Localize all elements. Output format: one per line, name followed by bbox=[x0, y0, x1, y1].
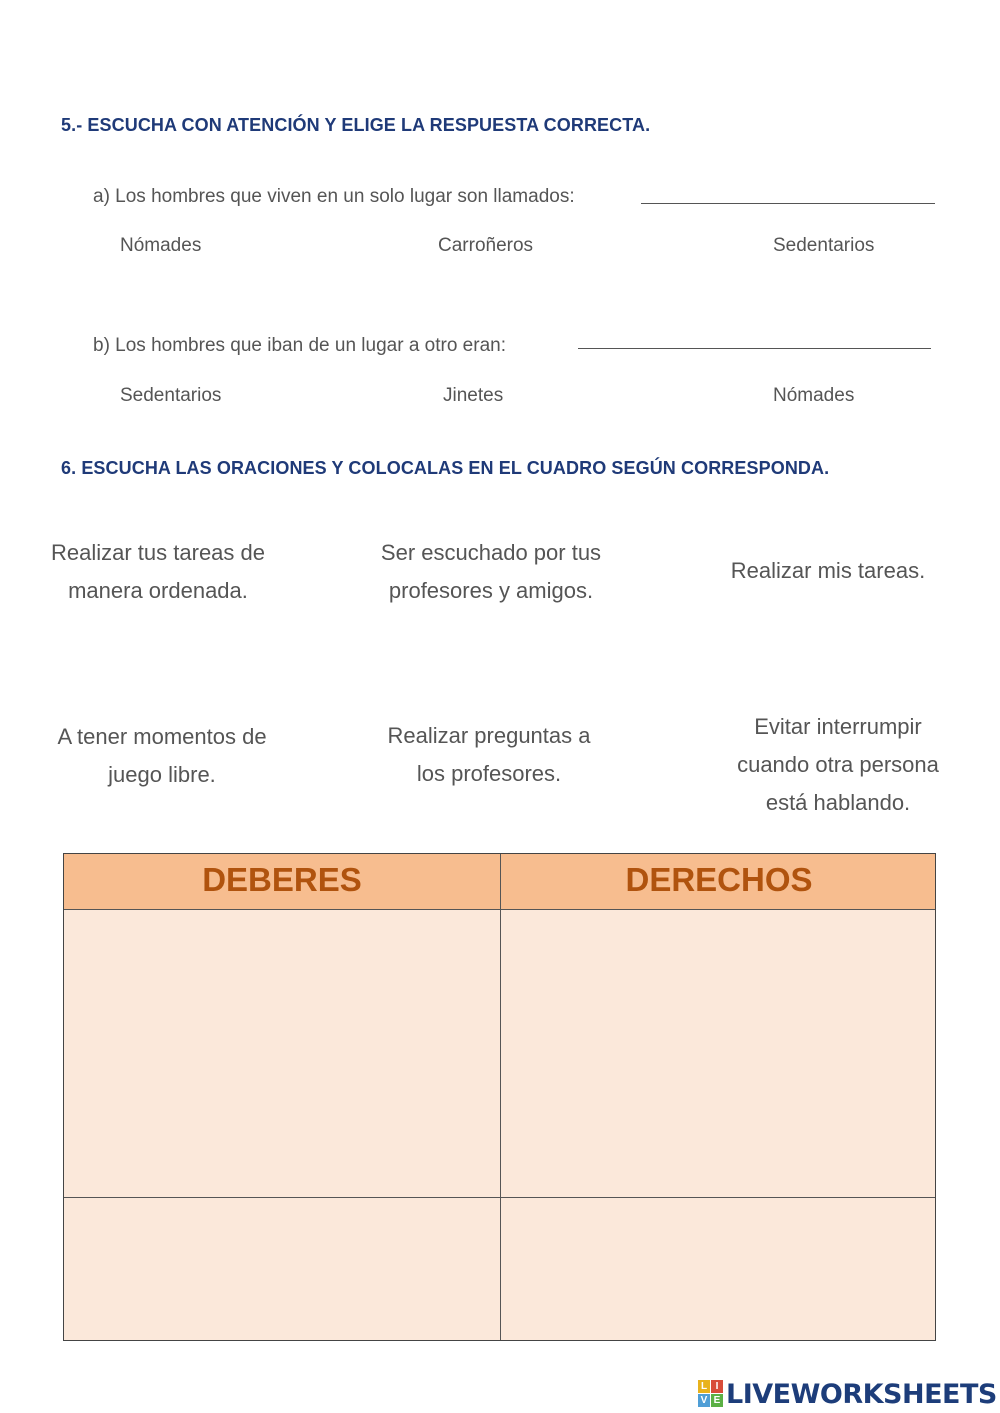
drag-card-6[interactable]: Evitar interrumpir cuando otra persona está hablando. bbox=[737, 714, 939, 815]
logo-mark-tile-v: V bbox=[698, 1394, 710, 1407]
drag-card-2[interactable]: Ser escuchado por tus profesores y amigos. bbox=[380, 540, 602, 603]
deberes-drop-zone-3[interactable] bbox=[64, 1198, 500, 1340]
drag-card-3[interactable]: Realizar mis tareas. bbox=[730, 558, 926, 583]
liveworksheets-logo-text: LIVEWORKSHEETS bbox=[726, 1378, 997, 1410]
answer-a-blank[interactable] bbox=[641, 203, 935, 204]
question-b-option-2[interactable]: Jinetes bbox=[443, 385, 504, 406]
question-a-option-3[interactable]: Sedentarios bbox=[773, 235, 875, 256]
question-b-text: b) Los hombres que iban de un lugar a otro eran: bbox=[93, 335, 506, 356]
section-6-heading: 6. ESCUCHA LAS ORACIONES Y COLOCALAS EN EL CUADRO SEGÚN CORRESPONDA. bbox=[61, 458, 830, 478]
question-a-text: a) Los hombres que viven en un solo lugar son llamados: bbox=[93, 186, 575, 207]
question-b-option-3[interactable]: Nómades bbox=[773, 385, 855, 406]
derechos-drop-zone-3[interactable] bbox=[501, 1198, 935, 1340]
sorting-table bbox=[63, 853, 936, 1341]
deberes-column-title: DEBERES bbox=[202, 861, 362, 898]
drag-card-4[interactable]: A tener momentos de juego libre. bbox=[57, 724, 267, 787]
liveworksheets-logo-icon bbox=[698, 1380, 724, 1408]
drag-card-1[interactable]: Realizar tus tareas de manera ordenada. bbox=[51, 540, 265, 603]
deberes-drop-zone-2[interactable] bbox=[64, 1053, 500, 1197]
logo-mark-tile-l: L bbox=[698, 1380, 710, 1393]
logo-mark-tile-e: E bbox=[711, 1394, 723, 1407]
derechos-drop-zone-1[interactable] bbox=[501, 910, 935, 1053]
liveworksheets-logo bbox=[698, 1377, 997, 1411]
derechos-column-title: DERECHOS bbox=[625, 861, 813, 898]
derechos-drop-zone-2[interactable] bbox=[501, 1053, 935, 1197]
question-b-option-1[interactable]: Sedentarios bbox=[120, 385, 222, 406]
deberes-drop-zone-1[interactable] bbox=[64, 910, 500, 1053]
question-a-option-2[interactable]: Carroñeros bbox=[438, 235, 534, 256]
answer-b-blank[interactable] bbox=[578, 348, 931, 349]
question-a-option-1[interactable]: Nómades bbox=[120, 235, 202, 256]
drag-card-5[interactable]: Realizar preguntas a los profesores. bbox=[387, 723, 591, 786]
logo-mark-tile-i: I bbox=[711, 1380, 723, 1393]
section-5-heading: 5.- ESCUCHA CON ATENCIÓN Y ELIGE LA RESPUESTA CORRECTA. bbox=[61, 115, 651, 135]
